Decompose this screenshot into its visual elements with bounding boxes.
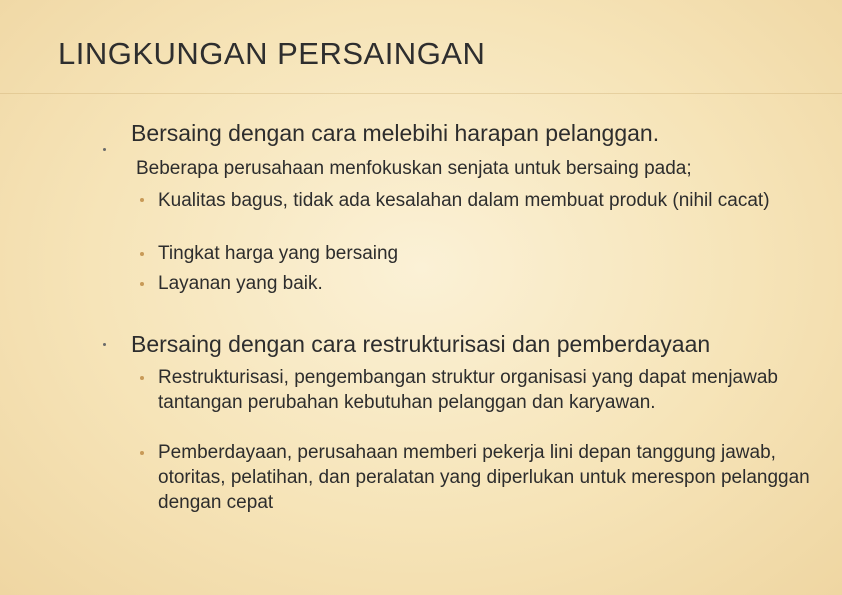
bullet-icon bbox=[140, 252, 144, 256]
list-item: Layanan yang baik. bbox=[158, 273, 323, 294]
bullet-icon bbox=[103, 148, 106, 151]
slide-title: LINGKUNGAN PERSAINGAN bbox=[58, 36, 486, 71]
bullet-icon bbox=[140, 451, 144, 455]
bullet-icon bbox=[103, 343, 106, 346]
section-intro-1: Beberapa perusahaan menfokuskan senjata untuk bersaing pada; bbox=[136, 158, 692, 179]
bullet-icon bbox=[140, 376, 144, 380]
bullet-icon bbox=[140, 282, 144, 286]
section-heading-1: Bersaing dengan cara melebihi harapan pelanggan. bbox=[131, 120, 660, 146]
section-heading-2: Bersaing dengan cara restrukturisasi dan pemberdayaan bbox=[131, 331, 711, 357]
list-item: Restrukturisasi, pengembangan struktur organisasi yang dapat menjawab tantangan perubahan kebutuhan pelanggan dan karyawan. bbox=[158, 367, 778, 413]
list-item: Pemberdayaan, perusahaan memberi pekerja lini depan tanggung jawab, otoritas, pelatihan, dan peralatan yang diperlukan untuk merespon pelanggan dengan cepat bbox=[158, 442, 810, 513]
list-item: Tingkat harga yang bersaing bbox=[158, 243, 399, 264]
list-item: Kualitas bagus, tidak ada kesalahan dalam membuat produk (nihil cacat) bbox=[158, 190, 770, 211]
bullet-icon bbox=[140, 198, 144, 202]
title-divider bbox=[0, 93, 842, 94]
